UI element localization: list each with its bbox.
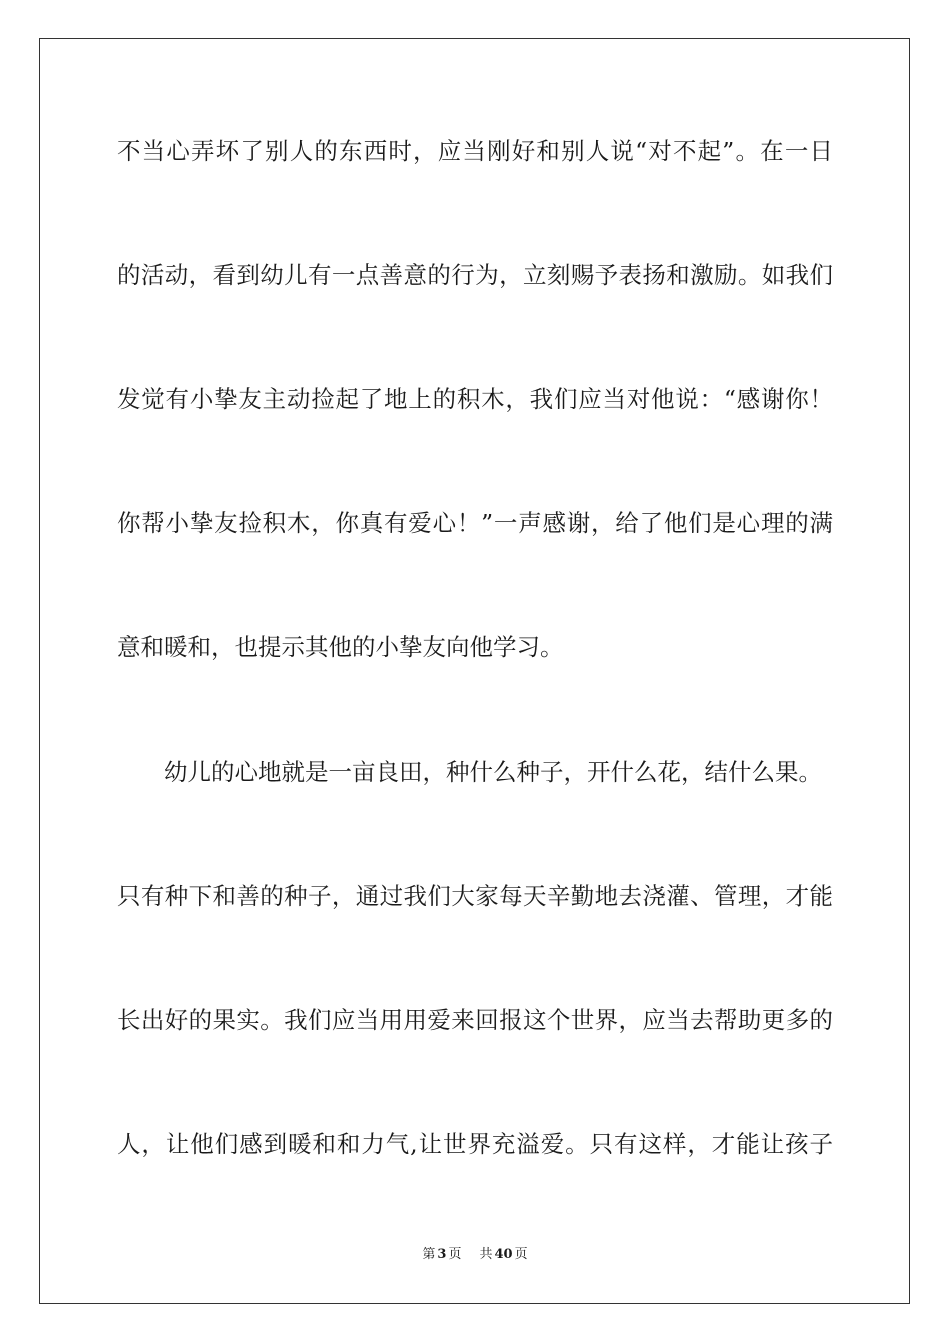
text-line-1: 不当心弄坏了别人的东西时，应当刚好和别人说“对不起”。在一日 <box>117 137 833 165</box>
page-footer <box>0 1246 950 1264</box>
text-line-9: 人，让他们感到暖和和力气,让世界充溢爱。只有这样，才能让孩子 <box>117 1130 833 1158</box>
page-border <box>39 38 910 1304</box>
text-line-8: 长出好的果实。我们应当用用爱来回报这个世界，应当去帮助更多的 <box>117 1006 833 1034</box>
page-prefix: 第 <box>422 1247 436 1262</box>
paragraph-2-line-1: 幼儿的心地就是一亩良田，种什么种子，开什么花，结什么果。 <box>164 758 822 786</box>
text-line-3: 发觉有小挚友主动捡起了地上的积木，我们应当对他说：“感谢你！ <box>117 385 833 413</box>
total-pages: 40 <box>494 1247 513 1262</box>
text-line-2: 的活动，看到幼儿有一点善意的行为，立刻赐予表扬和激励。如我们 <box>117 261 833 289</box>
text-line-5: 意和暖和，也提示其他的小挚友向他学习。 <box>117 633 564 661</box>
total-prefix: 共 <box>479 1247 493 1262</box>
page-suffix: 页 <box>448 1247 462 1262</box>
page-number: 3 <box>437 1247 447 1262</box>
text-line-4: 你帮小挚友捡积木，你真有爱心！”一声感谢，给了他们是心理的满 <box>117 509 833 537</box>
text-line-7: 只有种下和善的种子，通过我们大家每天辛勤地去浇灌、管理，才能 <box>117 882 833 910</box>
total-suffix: 页 <box>514 1247 528 1262</box>
